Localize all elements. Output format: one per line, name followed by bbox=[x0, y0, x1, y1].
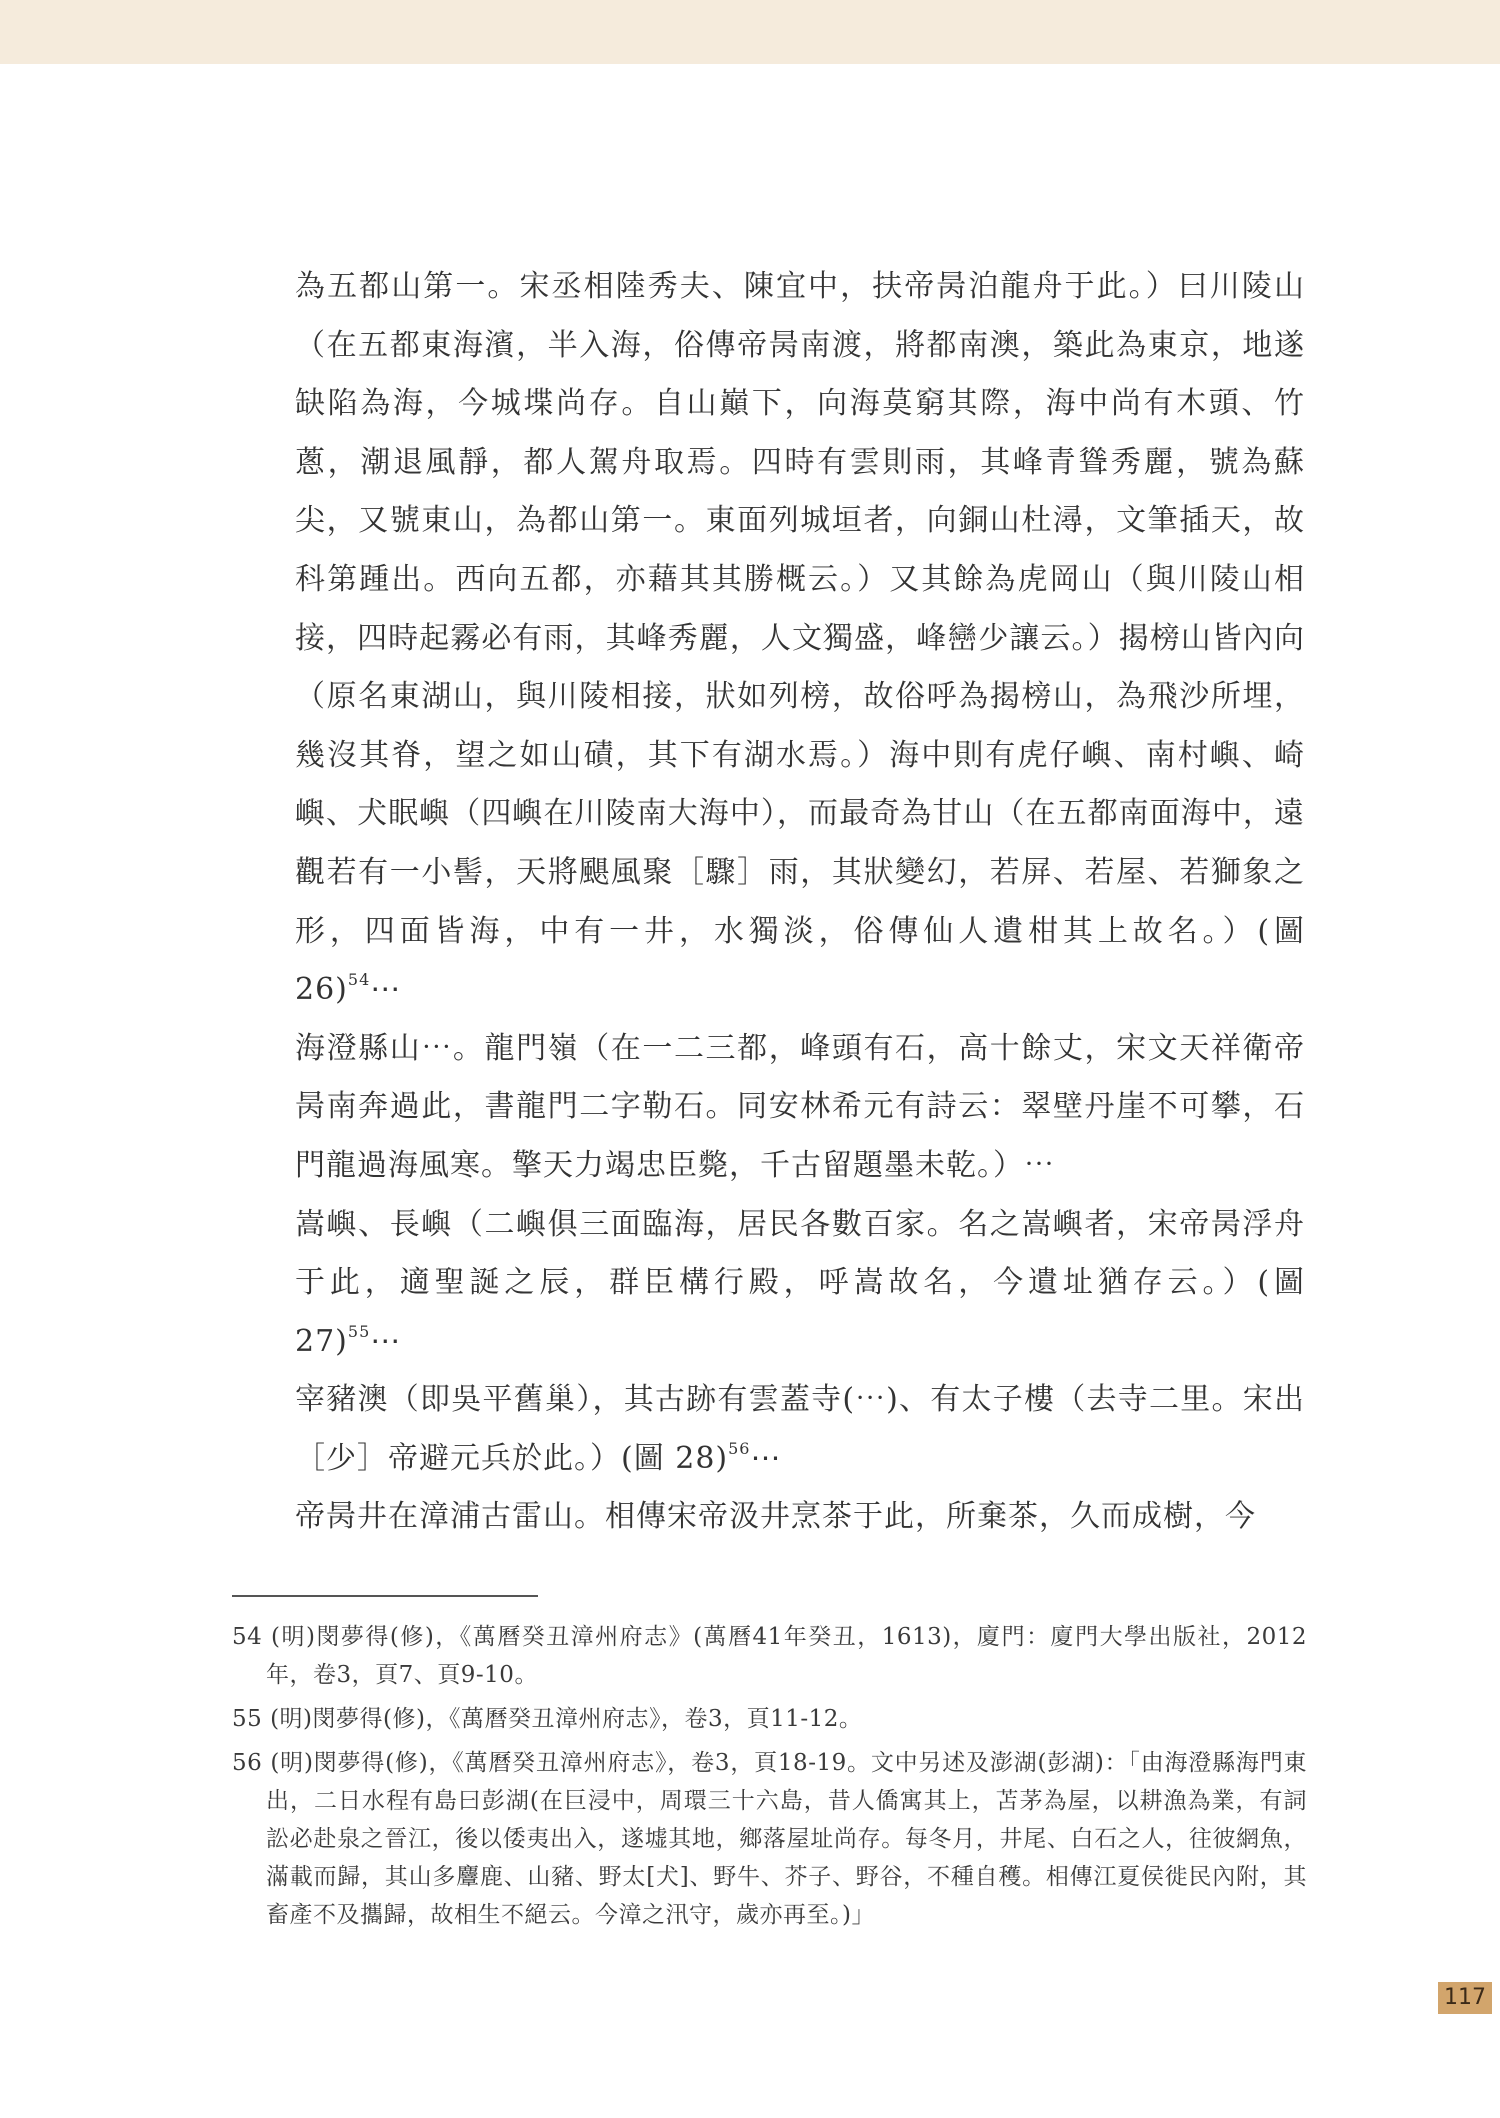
footnote-56: 56 (明)閔夢得(修)，《萬曆癸丑漳州府志》，卷3，頁18-19。文中另述及澎湖(彭湖)：「由海澄縣海門東出，二日水程有島曰彭湖(在巨浸中，周環三十六島，昔人僑寓其上，苫茅為屋，以耕漁為業，有詞訟必赴泉之晉江，後以倭夷出入，遂墟其地，鄉落屋址尚存。每冬月，井尾、白石之人，往彼網魚，滿載而歸，其山多麞鹿、山豬、野太[犬]、野牛、芥子、野谷，不種自穫。相傳江夏侯徙民內附，其畜產不及攜歸，故相生不絕云。今漳之汛守，歲亦再至。)」 bbox=[232, 1750, 1307, 1928]
paragraph-4: 宰豬澳（即吳平舊巢），其古跡有雲蓋寺(⋯)、有太子樓（去寺二里。宋出［少］帝避元兵於此。）(圖 28)$^{56}$⋯ bbox=[295, 1382, 1305, 1476]
footnote-54: 54 (明)閔夢得(修)，《萬曆癸丑漳州府志》(萬曆41年癸丑，1613)，廈門：廈門大學出版社，2012年，卷3，頁7、頁9-10。 bbox=[232, 1624, 1307, 1688]
footnote-ref-55[interactable]: 55 bbox=[347, 1321, 371, 1341]
paragraph-3: 嵩嶼、長嶼（二嶼俱三面臨海，居民各數百家。名之嵩嶼者，宋帝昺浮舟于此，適聖誕之辰，群臣構行殿，呼嵩故名，今遺址猶存云。）(圖 27)$^{55}$⋯ bbox=[295, 1206, 1305, 1359]
footnote-ref-54[interactable]: 54 bbox=[347, 970, 371, 990]
footnotes bbox=[232, 1618, 1307, 1940]
paragraph-2: 海澄縣山⋯。龍門嶺（在一二三都，峰頭有石，高十餘丈，宋文天祥衛帝昺南奔過此，書龍門二字勒石。同安林希元有詩云：翠壁丹崖不可攀，石門龍過海風寒。擎天力竭忠臣斃，千古留題墨未乾。）⋯ bbox=[295, 1030, 1305, 1183]
header-band bbox=[0, 0, 1500, 64]
body-text bbox=[295, 258, 1305, 1547]
paragraph-5: 帝昺井在漳浦古雷山。相傳宋帝汲井烹茶于此，所棄茶，久而成樹，今 bbox=[295, 1499, 1256, 1535]
footnote-divider bbox=[232, 1595, 538, 1597]
page-number: 117 bbox=[1438, 1982, 1492, 2014]
footnote-55: 55 (明)閔夢得(修)，《萬曆癸丑漳州府志》，卷3，頁11-12。 bbox=[232, 1706, 863, 1732]
paragraph-1: 為五都山第一。宋丞相陸秀夫、陳宜中，扶帝昺泊龍舟于此。）曰川陵山（在五都東海濱，半入海，俗傳帝昺南渡，將都南澳，築此為東京，地遂缺陷為海，今城堞尚存。自山巔下，向海莫窮其際，海中尚有木頭、竹蔥，潮退風靜，都人駕舟取焉。四時有雲則雨，其峰青聳秀麗，號為蘇尖，又號東山，為都山第一。東面列城垣者，向銅山杜潯，文筆插天，故科第踵出。西向五都，亦藉其其勝概云。）又其餘為虎岡山（與川陵山相接，四時起霧必有雨，其峰秀麗，人文獨盛，峰巒少讓云。）揭榜山皆內向（原名東湖山，與川陵相接，狀如列榜，故俗呼為揭榜山，為飛沙所埋，幾沒其脊，望之如山磧，其下有湖水焉。）海中則有虎仔嶼、南村嶼、崎嶼、犬眠嶼（四嶼在川陵南大海中），而最奇為甘山（在五都南面海中，遠觀若有一小髻，天將颶風聚［驟］雨，其狀變幻，若屏、若屋、若獅象之形，四面皆海，中有一井，水獨淡，俗傳仙人遺柑其上故名。）(圖 26)$^{54}$⋯ bbox=[295, 269, 1305, 1008]
footnote-ref-56[interactable]: 56 bbox=[728, 1438, 751, 1458]
